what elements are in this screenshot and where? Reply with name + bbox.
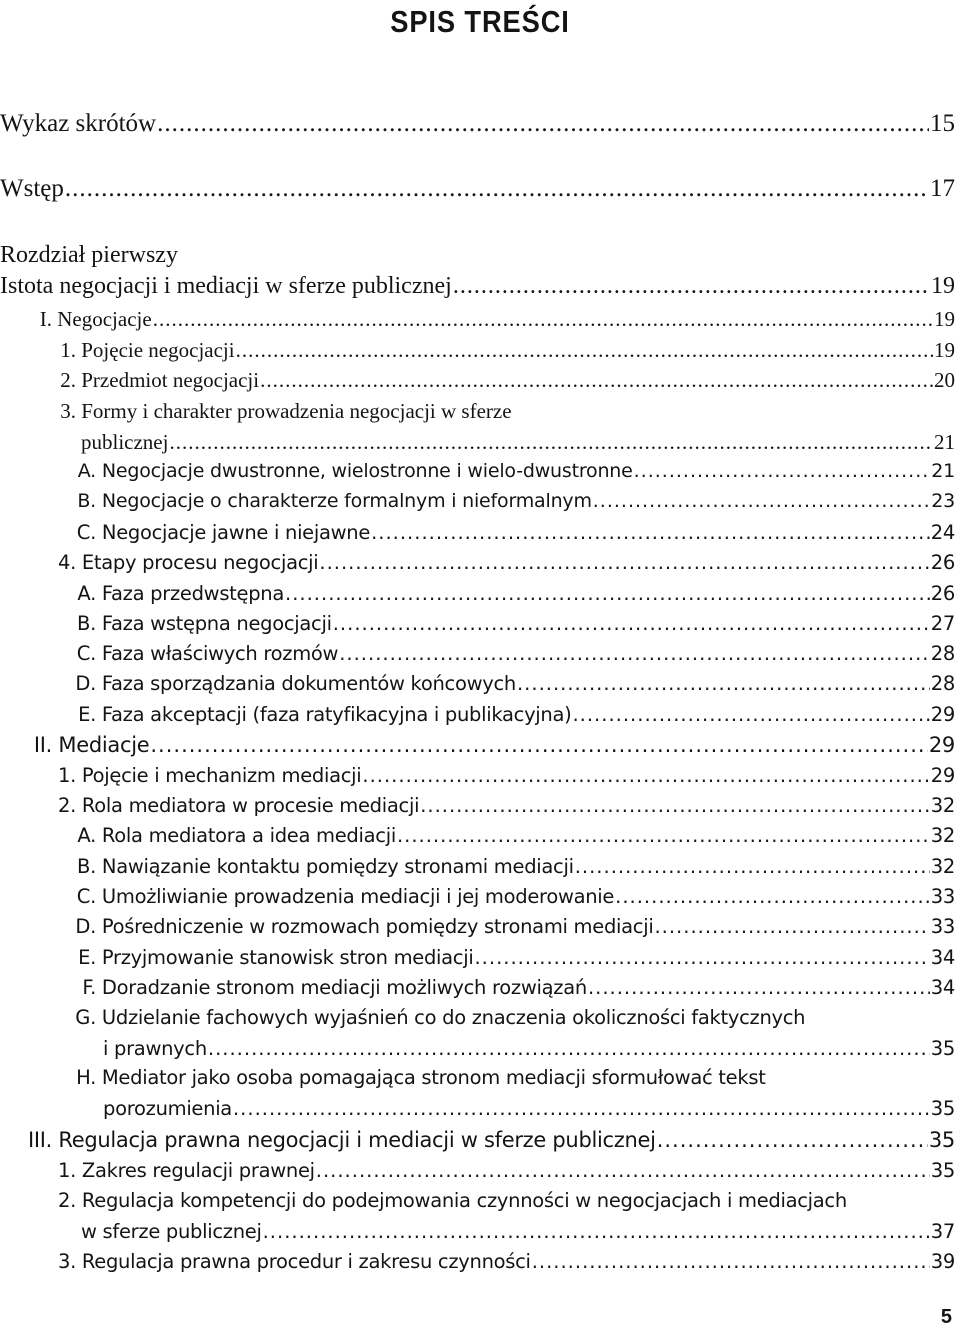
toc-page-number: 23 [931,490,955,512]
toc-entry-text: Przedmiot negocjacji [81,368,260,392]
toc-entry-text: Negocjacje jawne i niejawne [101,521,371,544]
toc-page-number: 33 [930,915,955,938]
toc-page-number: 34 [930,946,955,969]
toc-entry-label: D. [75,915,96,938]
toc-entry-label: 2. [57,794,76,817]
toc-entry-label: D. [75,672,96,695]
toc-page-number: 29 [930,703,955,726]
toc-leader-dots [153,307,933,332]
toc-page-number: 17 [930,175,955,202]
toc-entry-label: B. [77,855,96,878]
toc-entry-text: Istota negocjacji i mediacji w sferze publicznej [0,273,452,299]
toc-page-number: 35 [930,1159,955,1182]
toc-page-number: 29 [930,764,955,787]
toc-entry-label: 1. [57,764,76,787]
toc-entry-label: 4. [57,551,76,574]
toc-leader-dots [208,1037,930,1060]
toc-entry-text: i prawnych [103,1037,207,1060]
toc-page-number: 28 [930,672,955,695]
page-title: SPIS TREŚCI [390,4,570,39]
toc-entry-s1-4e[interactable] [0,703,955,733]
toc-entry-s2-2[interactable] [0,794,955,824]
toc-entry-s1-4c[interactable] [0,642,955,672]
toc-entry-text: Wstęp [0,175,64,202]
toc-leader-dots [657,1128,928,1152]
toc-entry-text: Regulacja prawna negocjacji i mediacji w sferze publicznej [58,1128,656,1152]
toc-leader-dots [236,338,933,363]
toc-entry-s2-2g-line1[interactable] [0,1006,955,1036]
toc-entry-s1-4b[interactable] [0,612,955,642]
toc-leader-dots [474,946,929,969]
toc-leader-dots [319,551,929,574]
toc-entry-text: Umożliwianie prowadzenia mediacji i jej moderowanie [101,885,615,908]
toc-entry-s2-2c[interactable] [0,885,955,915]
toc-entry-label: 3. [57,1250,76,1273]
toc-leader-dots [285,582,930,605]
toc-entry-text: Negocjacje [57,307,152,331]
toc-entry-s1-3[interactable] [0,430,955,460]
toc-entry-text: Faza akceptacji (faza ratyfikacyjna i publikacyjna) [101,703,572,726]
toc-entry-label: 1. [60,338,76,362]
toc-page-number: 19 [934,338,955,362]
toc-entry-label: E. [78,703,96,726]
toc-leader-dots [150,733,928,757]
toc-entry-text: Przyjmowanie stanowisk stron mediacji [101,946,474,969]
toc-page-number: 35 [928,1128,955,1152]
toc-entry-text: Wykaz skrótów [0,110,157,137]
toc-leader-dots [233,1097,930,1120]
toc-entry-text: porozumienia [103,1097,232,1120]
toc-entry-s3[interactable] [0,1128,955,1158]
toc-entry-text: Doradzanie stronom mediacji możliwych rozwiązań [101,976,587,999]
toc-entry-s2[interactable] [0,733,955,763]
toc-entry-text: Formy i charakter prowadzenia negocjacji w sferze [81,399,512,423]
toc-entry-label: H. [76,1066,96,1089]
toc-page-number: 21 [934,430,955,454]
toc-leader-dots [316,1159,930,1182]
toc-entry-s2-1[interactable] [0,764,955,794]
toc-entry-text: Faza przedwstępna [101,582,285,605]
toc-entry-label: 2. [60,368,76,392]
toc-entry-s2-2b[interactable] [0,855,955,885]
toc-entry-text: Mediator jako osoba pomagająca stronom mediacji sformułować tekst [101,1066,766,1089]
toc-entry-label: C. [76,885,96,908]
toc-entry-s3-2-line1[interactable] [0,1189,955,1219]
toc-entry-s1-3-line1[interactable] [0,399,955,429]
toc-entry-label: A. [77,460,96,482]
toc-page-number: 34 [930,976,955,999]
toc-entry-wykaz[interactable] [0,110,955,140]
toc-entry-label: B. [77,612,96,635]
toc-page-number: 20 [934,368,955,392]
toc-leader-dots [572,703,929,726]
toc-page-number: 27 [930,612,955,635]
toc-entry-label: A. [77,582,96,605]
toc-entry-text: Regulacja prawna procedur i zakresu czynności [81,1250,531,1273]
toc-page-number: 26 [930,551,955,574]
toc-entry-s3-1[interactable] [0,1159,955,1189]
toc-leader-dots [517,672,930,695]
toc-entry-text: Pośredniczenie w rozmowach pomiędzy stronami mediacji [101,915,654,938]
toc-page-number: 15 [930,110,955,137]
toc-page-number: 32 [930,794,955,817]
toc-entry-s1-2[interactable] [0,368,955,398]
toc-entry-label: A. [77,824,96,847]
toc-entry-text: Zakres regulacji prawnej [81,1159,315,1182]
toc-entry-s1-4[interactable] [0,551,955,581]
toc-entry-s1-1[interactable] [0,338,955,368]
page-number: 5 [940,1306,952,1328]
toc-leader-dots [634,460,931,482]
toc-entry-wstep[interactable] [0,175,955,205]
toc-leader-dots [420,794,930,817]
toc-entry-text: Negocjacje dwustronne, wielostronne i wielo-dwustronne [101,460,633,482]
toc-entry-label: C. [76,642,96,665]
toc-entry-text: Faza wstępna negocjacji [101,612,332,635]
toc-page-number: 19 [934,307,955,331]
toc-leader-dots [371,521,930,544]
toc-entry-label: I. [39,307,52,331]
toc-leader-dots [654,915,929,938]
toc-leader-dots [362,764,929,787]
toc-page-number: 29 [928,733,955,757]
toc-entry-s3-2[interactable] [0,1220,955,1250]
toc-leader-dots [615,885,930,908]
toc-entry-text: Udzielanie fachowych wyjaśnień co do znaczenia okoliczności faktycznych [101,1006,806,1029]
toc-entry-label: 3. [60,399,76,423]
toc-entry-s2-2d[interactable] [0,915,955,945]
toc-entry-s1[interactable] [0,307,955,337]
toc-leader-dots [593,490,930,512]
toc-entry-text: Negocjacje o charakterze formalnym i nieformalnym [101,490,592,512]
toc-entry-label: 2. [57,1189,76,1212]
toc-entry-label: B. [77,490,96,512]
toc-entry-text: Mediacje [58,733,150,757]
toc-entry-s1-3c[interactable] [0,521,955,551]
toc-leader-dots [397,824,930,847]
toc-page-number: 19 [931,273,955,299]
toc-entry-s2-2g[interactable] [0,1037,955,1067]
toc-entry-text: Pojęcie negocjacji [81,338,235,362]
toc-entry-label: F. [82,976,96,999]
chapter-heading: Rozdział pierwszy [0,242,178,268]
toc-leader-dots [532,1250,930,1273]
toc-entry-label: C. [76,521,96,544]
toc-entry-label: 1. [57,1159,76,1182]
toc-page-number: 39 [930,1250,955,1273]
toc-entry-s1-3b[interactable] [0,490,955,520]
toc-leader-dots [260,368,933,393]
toc-entry-text: w sferze publicznej [81,1220,262,1243]
toc-page-number: 21 [931,460,955,482]
toc-page-number: 26 [930,582,955,605]
toc-leader-dots [333,612,930,635]
toc-entry-s2-2h[interactable] [0,1097,955,1127]
toc-entry-text: Faza właściwych rozmów [101,642,339,665]
toc-entry-chapter[interactable] [0,273,955,303]
toc-entry-text: Faza sporządzania dokumentów końcowych [101,672,516,695]
toc-leader-dots [157,110,929,138]
toc-entry-text: Rola mediatora a idea mediacji [101,824,396,847]
toc-page-number: 24 [930,521,955,544]
toc-entry-s2-2e[interactable] [0,946,955,976]
toc-leader-dots [588,976,930,999]
toc-leader-dots [453,273,930,300]
toc-leader-dots [65,175,929,203]
toc-entry-label: II. [33,733,52,757]
toc-entry-s2-2f[interactable] [0,976,955,1006]
toc-leader-dots [575,855,930,878]
toc-page-number: 35 [930,1037,955,1060]
toc-leader-dots [339,642,930,665]
toc-entry-s1-4a[interactable] [0,582,955,612]
toc-entry-label: E. [78,946,96,969]
toc-entry-text: Nawiązanie kontaktu pomiędzy stronami mediacji [101,855,574,878]
toc-entry-text: Regulacja kompetencji do podejmowania czynności w negocjacjach i mediacjach [81,1189,847,1212]
toc-page-number: 37 [930,1220,955,1243]
toc-leader-dots [263,1220,930,1243]
toc-leader-dots [169,430,933,455]
toc-entry-label: G. [75,1006,96,1029]
toc-page-number: 32 [930,824,955,847]
toc-entry-s3-3[interactable] [0,1250,955,1280]
toc-page-number: 32 [930,855,955,878]
toc-entry-text: publicznej [81,430,169,454]
toc-entry-s1-3a[interactable] [0,460,955,490]
toc-entry-label: III. [27,1128,52,1152]
toc-page-number: 33 [930,885,955,908]
toc-entry-s2-2h-line1[interactable] [0,1066,955,1096]
toc-entry-text: Rola mediatora w procesie mediacji [81,794,420,817]
toc-page-number: 28 [930,642,955,665]
toc-entry-s2-2a[interactable] [0,824,955,854]
toc-entry-s1-4d[interactable] [0,672,955,702]
toc-entry-text: Etapy procesu negocjacji [81,551,319,574]
toc-entry-text: Pojęcie i mechanizm mediacji [81,764,362,787]
toc-page-number: 35 [930,1097,955,1120]
